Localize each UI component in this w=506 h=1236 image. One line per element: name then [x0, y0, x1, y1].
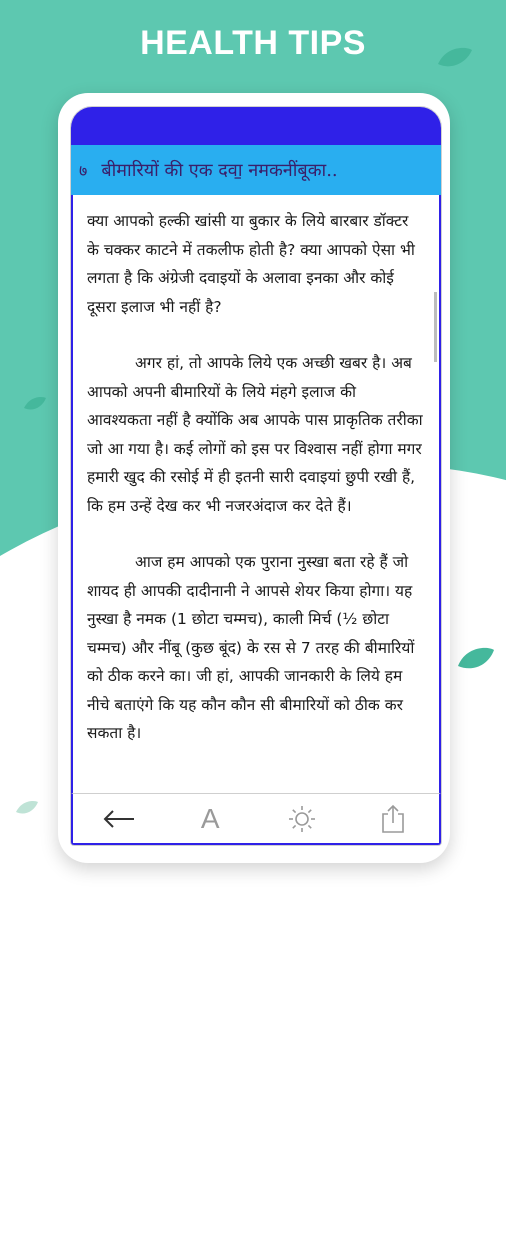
font-size-button[interactable]	[185, 799, 235, 839]
share-button[interactable]	[368, 799, 418, 839]
font-icon: A	[200, 802, 220, 834]
brightness-button[interactable]	[277, 799, 327, 839]
arrow-left-icon	[102, 809, 136, 829]
back-button[interactable]	[94, 799, 144, 839]
leaf-decoration	[14, 798, 40, 816]
app-bar	[71, 145, 441, 195]
chapter-title: बीमारियों की एक दवा॒ नमकनींबूका..	[101, 160, 338, 181]
phone-screen	[70, 106, 442, 846]
article-paragraph: आज हम आपको एक पुराना नुस्खा बता रहे हैं जो शायद ही आपकी दादीनानी ने आपसे शेयर किया होगा। यह नुस्खा है नमक (1 छोटा चम्मच), काली मिर्च (½ छोटा चम्मच) और नींबू (कुछ बूंद) के रस से 7 तरह की बीमारियों को ठीक करने का। जी हां, आपकी जानकारी के लिये हम नीचे बताएंगे कि यह कौन कौन सी बीमारियों को ठीक कर सकता है।	[87, 553, 415, 742]
article-paragraph: क्या आपको हल्की खांसी या बुकार के लिये बारबार डॉक्टर के चक्कर काटने में तकलीफ होती है? क्या आपको ऐसा भी लगता है कि अंग्रेजी दवाइयों के अलावा इनका और कोई दूसरा इलाज भी नहीं है?	[87, 212, 415, 316]
leaf-decoration	[456, 644, 496, 672]
article-content[interactable]	[71, 195, 441, 793]
scrollbar[interactable]	[434, 292, 437, 362]
status-bar	[71, 107, 441, 145]
article-paragraph: अगर हां, तो आपके लिये एक अच्छी खबर है। अब आपको अपनी बीमारियों के लिये मंहगे इलाज की आवश्यकता नहीं है क्योंकि अब आपके पास प्राकृतिक तरीका जो आ गया है। कई लोगों को इस पर विश्वास नहीं होगा मगर हमारी खुद की रसोई में ही इतनी सारी दवाइयां छुपी रखी हैं, कि हम उन्हें देख कर भी नजरअंदाज कर देते हैं।	[87, 354, 423, 515]
sun-icon	[287, 804, 317, 834]
share-icon	[380, 804, 406, 834]
bottom-toolbar	[71, 793, 441, 845]
promo-title: HEALTH TIPS	[140, 24, 366, 62]
chapter-number: ७	[79, 161, 88, 180]
leaf-decoration	[22, 394, 48, 412]
